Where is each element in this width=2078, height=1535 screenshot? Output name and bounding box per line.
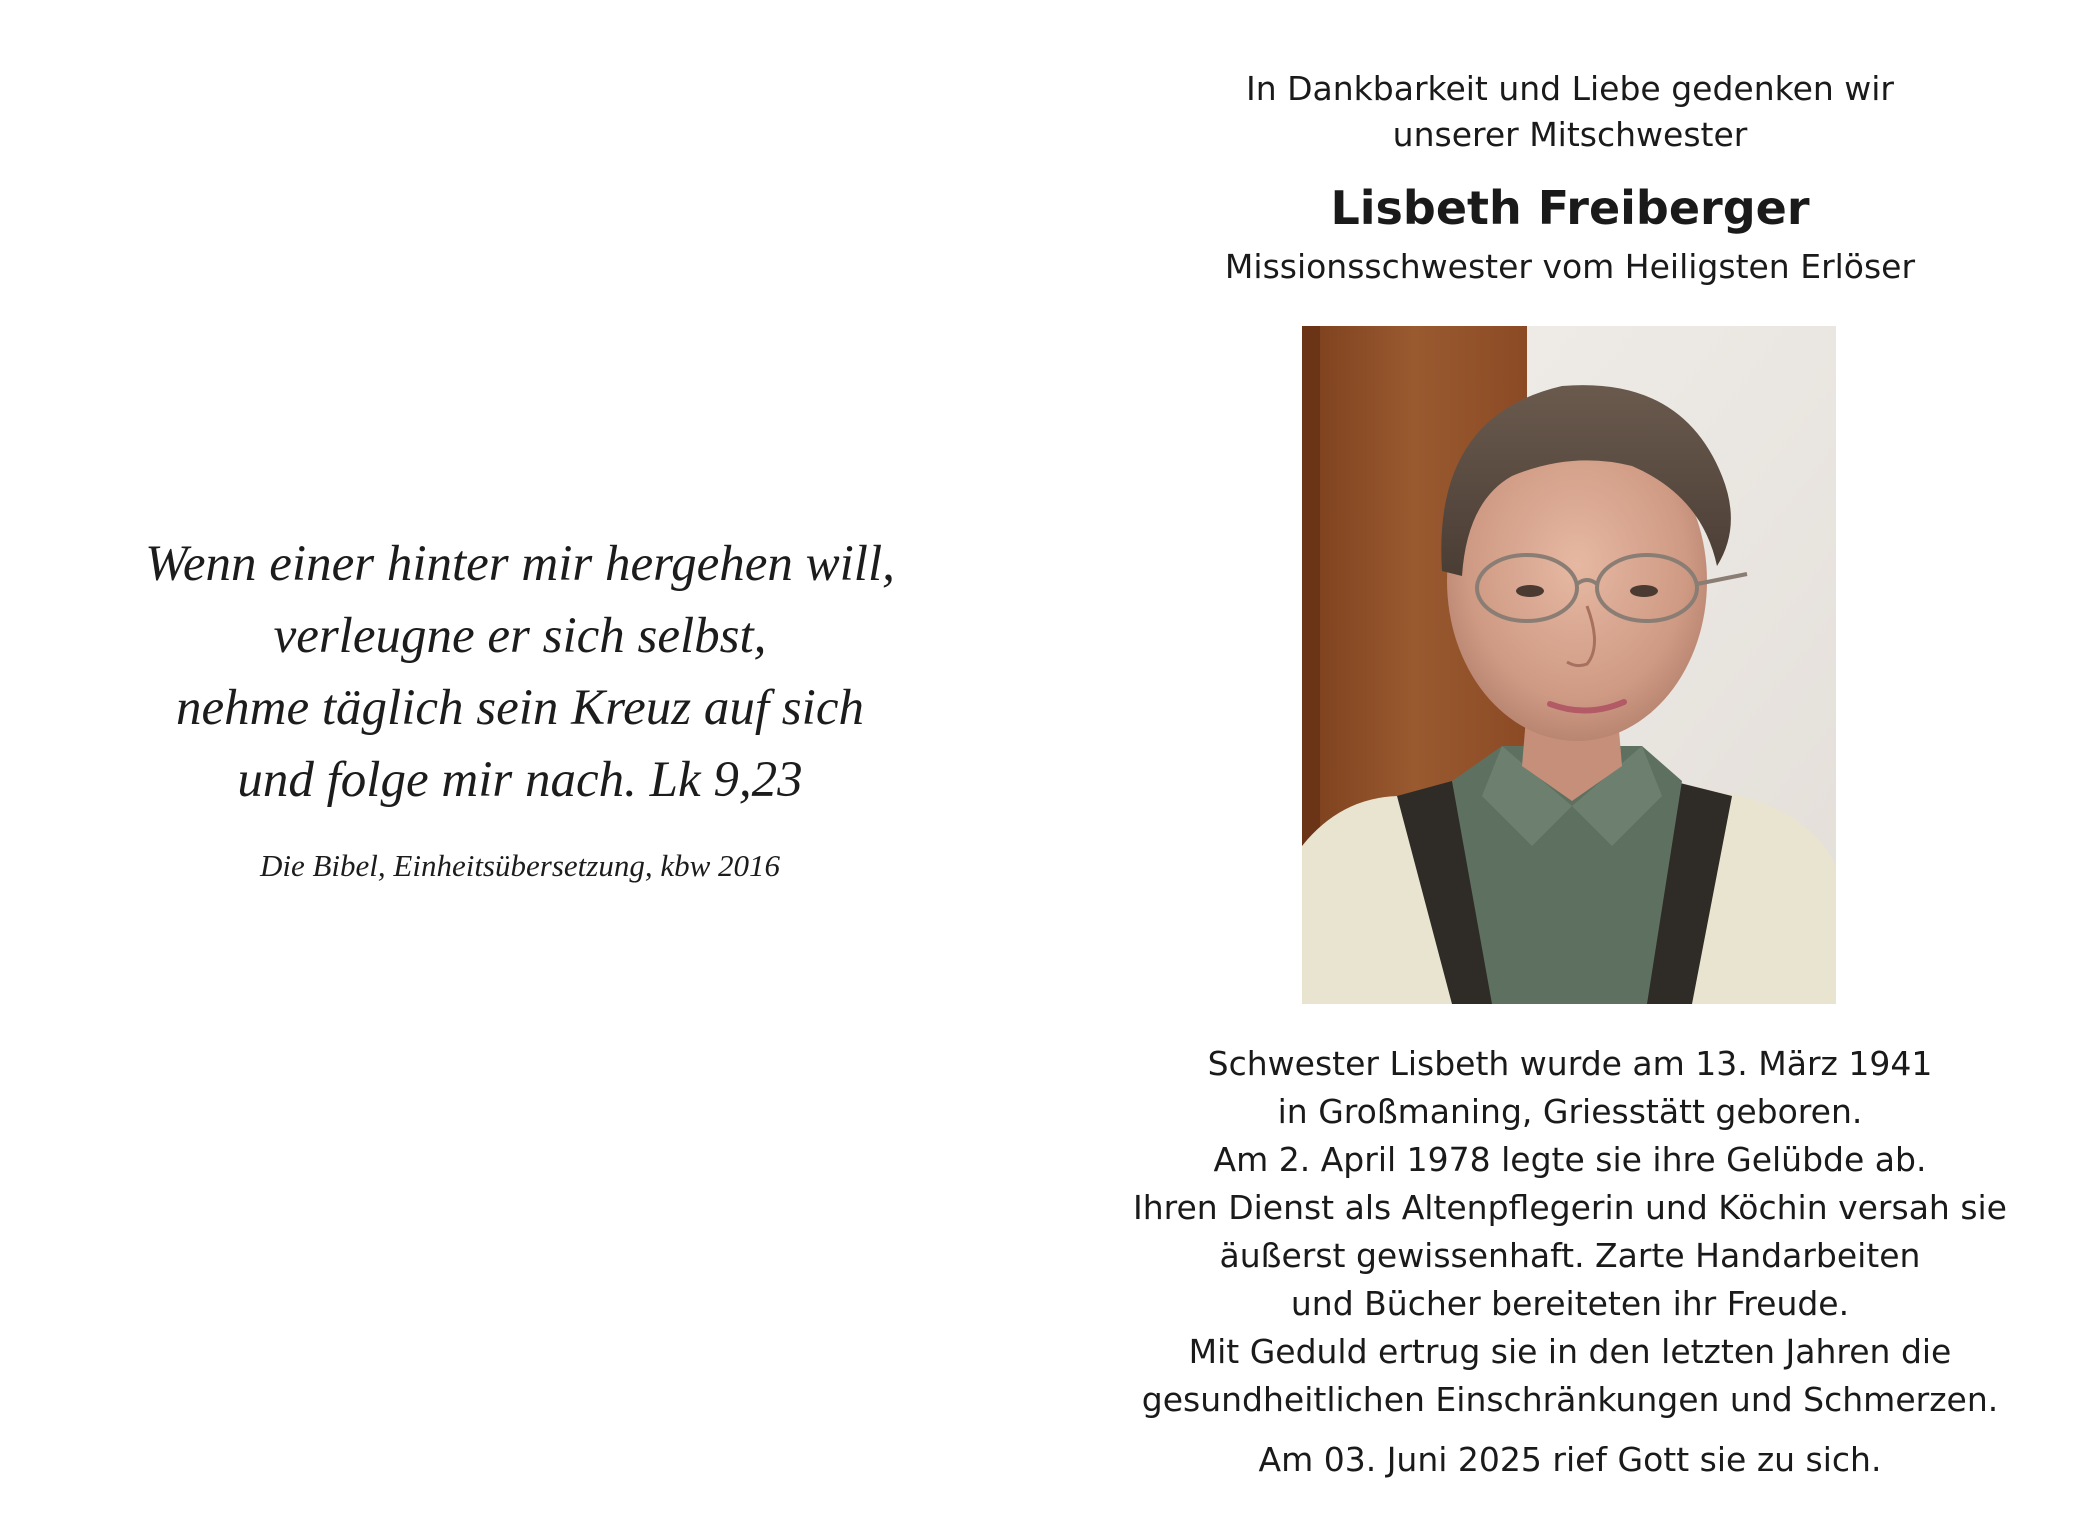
- verse-line: verleugne er sich selbst,: [273, 608, 767, 664]
- bible-verse: [40, 528, 1000, 816]
- religious-order: Missionsschwester vom Heiligsten Erlöser: [1224, 247, 1916, 286]
- verse-source: Die Bibel, Einheitsübersetzung, kbw 2016: [259, 848, 781, 883]
- biography: [1070, 1040, 2070, 1424]
- bio-line: Am 2. April 1978 legte sie ihre Gelübde ab.: [1213, 1140, 1927, 1179]
- intro-line: unserer Mitschwester: [1392, 115, 1748, 154]
- bio-line: äußerst gewissenhaft. Zarte Handarbeiten: [1219, 1236, 1921, 1275]
- portrait-photo: [1302, 326, 1836, 1004]
- death-notice: Am 03. Juni 2025 rief Gott sie zu sich.: [1258, 1440, 1882, 1479]
- deceased-name: Lisbeth Freiberger: [1330, 181, 1810, 235]
- bio-line: Schwester Lisbeth wurde am 13. März 1941: [1207, 1044, 1933, 1083]
- verse-line: nehme täglich sein Kreuz auf sich: [176, 680, 864, 736]
- bio-line: Ihren Dienst als Altenpflegerin und Köchin versah sie: [1133, 1188, 2007, 1227]
- intro-line: In Dankbarkeit und Liebe gedenken wir: [1245, 69, 1894, 108]
- bio-line: gesundheitlichen Einschränkungen und Schmerzen.: [1141, 1380, 1999, 1419]
- bio-line: in Großmaning, Griesstätt geboren.: [1277, 1092, 1863, 1131]
- bio-line: Mit Geduld ertrug sie in den letzten Jahren die: [1188, 1332, 1952, 1371]
- verse-line: Wenn einer hinter mir hergehen will,: [145, 536, 895, 592]
- intro-text: [1100, 66, 2040, 158]
- right-page: [1100, 0, 2040, 1535]
- bio-line: und Bücher bereiteten ihr Freude.: [1290, 1284, 1850, 1323]
- verse-line: und folge mir nach. Lk 9,23: [237, 752, 803, 808]
